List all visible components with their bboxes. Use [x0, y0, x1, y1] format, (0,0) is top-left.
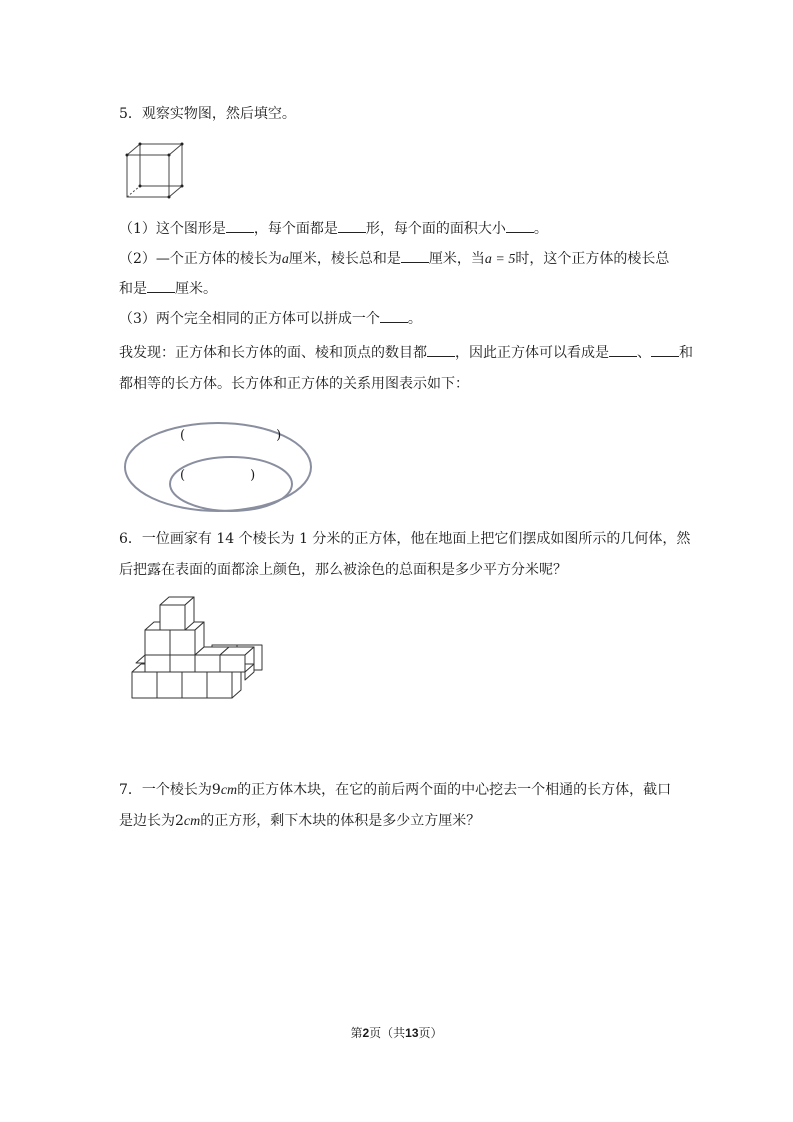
q5-part1: （1）这个图形是 ，每个面都是 形，每个面的面积大小 。	[119, 218, 548, 239]
q6-line1: 6．一位画家有 14 个棱长为 1 分米的正方体，他在地面上把它们摆成如图所示的几何体，然	[119, 531, 691, 547]
answer-blank[interactable]	[651, 342, 679, 357]
answer-blank[interactable]	[147, 278, 175, 293]
answer-blank[interactable]	[226, 218, 254, 233]
cubes-figure	[128, 592, 268, 702]
answer-blank[interactable]	[380, 308, 408, 323]
q5-finding-cont: 都相等的长方体。长方体和正方体的关系用图表示如下：	[119, 376, 469, 392]
cube-figure	[124, 140, 186, 202]
q5-part2-cont: 和是 厘米。	[119, 278, 217, 299]
q5-finding: 我发现：正方体和长方体的面、棱和顶点的数目都 ，因此正方体可以看成是 、 和	[119, 342, 693, 363]
answer-blank[interactable]	[427, 342, 455, 357]
answer-blank[interactable]	[338, 218, 366, 233]
venn-outer-label[interactable]: ( )	[180, 428, 282, 443]
q5-part3: （3）两个完全相同的正方体可以拼成一个 。	[119, 308, 422, 329]
page-footer: 第2页（共13页）	[350, 1026, 443, 1040]
q5-title: 5．观察实物图，然后填空。	[119, 106, 296, 122]
answer-blank[interactable]	[401, 248, 429, 263]
q5-part2: （2）—个正方体的棱长为a厘米，棱长总和是 厘米，当a = 5时，这个正方体的棱长总	[119, 248, 669, 270]
q6-line2: 后把露在表面的面都涂上颜色，那么被涂色的总面积是多少平方分米呢？	[119, 562, 567, 578]
q7-line2: 是边长为2cm的正方形，剩下木块的体积是多少立方厘米？	[119, 813, 481, 829]
q7-line1: 7．一个棱长为9cm的正方体木块，在它的前后两个面的中心挖去一个相通的长方体，截口	[119, 782, 672, 798]
answer-blank[interactable]	[609, 342, 637, 357]
venn-inner-label[interactable]: ( )	[180, 468, 256, 483]
answer-blank[interactable]	[506, 218, 534, 233]
